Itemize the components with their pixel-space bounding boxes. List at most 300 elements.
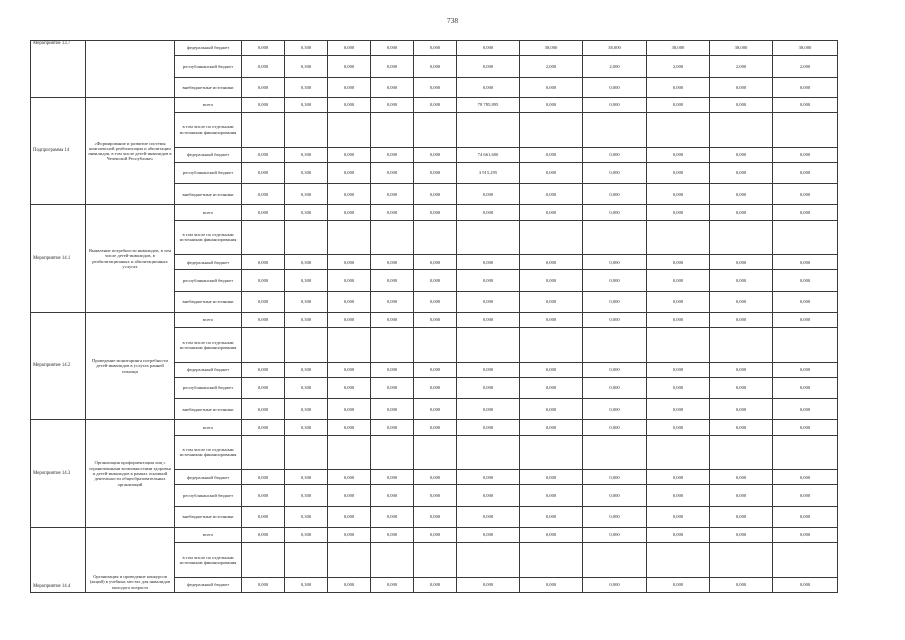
value-cell: 0,000 bbox=[583, 147, 647, 162]
value-cell: 0,300 bbox=[285, 184, 328, 205]
value-cell: 0,000 bbox=[647, 162, 710, 183]
value-cell: 0,000 bbox=[583, 312, 647, 327]
value-cell: 0,000 bbox=[710, 312, 773, 327]
value-cell: 0,000 bbox=[242, 147, 285, 162]
value-cell: 0,000 bbox=[328, 485, 371, 506]
value-cell: 0,000 bbox=[328, 205, 371, 220]
value-cell: 0,000 bbox=[710, 77, 773, 97]
value-cell bbox=[710, 435, 773, 470]
value-cell: 0,000 bbox=[242, 270, 285, 291]
value-cell: 0,000 bbox=[457, 184, 520, 205]
value-cell: 0,000 bbox=[457, 255, 520, 270]
value-cell bbox=[285, 220, 328, 255]
value-cell: 0,000 bbox=[242, 184, 285, 205]
value-cell: 0,000 bbox=[328, 77, 371, 97]
funding-source: в том числе по отдельным источникам финансирования bbox=[175, 543, 242, 578]
value-cell: 0,000 bbox=[457, 41, 520, 56]
value-cell: 0,000 bbox=[328, 362, 371, 377]
funding-source: в том числе по отдельным источникам финансирования bbox=[175, 113, 242, 148]
value-cell: 0,000 bbox=[328, 527, 371, 542]
value-cell: 0,000 bbox=[520, 420, 583, 435]
value-cell bbox=[414, 113, 457, 148]
value-cell: 0,000 bbox=[710, 527, 773, 542]
measure-code: Подпрограмма 14 bbox=[31, 97, 86, 205]
value-cell: 0,300 bbox=[285, 270, 328, 291]
value-cell: 0,000 bbox=[414, 506, 457, 527]
value-cell: 0,000 bbox=[773, 97, 838, 112]
measure-code: Мероприятие 13.7 bbox=[31, 41, 86, 98]
value-cell: 0,000 bbox=[371, 184, 414, 205]
value-cell bbox=[414, 435, 457, 470]
value-cell: 0,000 bbox=[371, 162, 414, 183]
value-cell: 0,000 bbox=[647, 291, 710, 312]
value-cell: 38,000 bbox=[520, 41, 583, 56]
value-cell bbox=[414, 543, 457, 578]
value-cell: 38,000 bbox=[583, 41, 647, 56]
value-cell: 0,000 bbox=[457, 312, 520, 327]
value-cell bbox=[242, 543, 285, 578]
value-cell: 0,000 bbox=[773, 420, 838, 435]
value-cell: 0,000 bbox=[710, 577, 773, 592]
value-cell bbox=[520, 220, 583, 255]
value-cell: 0,000 bbox=[242, 312, 285, 327]
value-cell: 0,000 bbox=[583, 77, 647, 97]
value-cell: 0,000 bbox=[647, 270, 710, 291]
value-cell: 0,000 bbox=[710, 97, 773, 112]
value-cell: 0,000 bbox=[414, 470, 457, 485]
value-cell: 0,000 bbox=[773, 470, 838, 485]
value-cell bbox=[242, 220, 285, 255]
value-cell bbox=[328, 543, 371, 578]
value-cell: 0,000 bbox=[457, 485, 520, 506]
value-cell: 0,000 bbox=[414, 270, 457, 291]
value-cell: 0,000 bbox=[773, 506, 838, 527]
value-cell: 0,000 bbox=[773, 291, 838, 312]
value-cell: 0,000 bbox=[242, 205, 285, 220]
value-cell: 0,300 bbox=[285, 420, 328, 435]
funding-source: республиканский бюджет bbox=[175, 270, 242, 291]
value-cell bbox=[647, 543, 710, 578]
value-cell: 0,000 bbox=[520, 485, 583, 506]
funding-source: республиканский бюджет bbox=[175, 377, 242, 398]
value-cell bbox=[371, 543, 414, 578]
value-cell: 0,000 bbox=[414, 162, 457, 183]
value-cell bbox=[285, 113, 328, 148]
value-cell: 0,300 bbox=[285, 162, 328, 183]
value-cell: 0,000 bbox=[414, 255, 457, 270]
value-cell: 0,000 bbox=[583, 205, 647, 220]
value-cell: 0,000 bbox=[457, 577, 520, 592]
value-cell: 0,000 bbox=[647, 577, 710, 592]
value-cell: 0,000 bbox=[414, 184, 457, 205]
value-cell: 0,000 bbox=[647, 527, 710, 542]
value-cell: 0,000 bbox=[710, 270, 773, 291]
value-cell bbox=[371, 113, 414, 148]
value-cell: 0,000 bbox=[710, 205, 773, 220]
value-cell: 0,000 bbox=[710, 362, 773, 377]
value-cell bbox=[457, 435, 520, 470]
value-cell: 0,000 bbox=[710, 162, 773, 183]
value-cell: 0,000 bbox=[328, 184, 371, 205]
value-cell: 0,000 bbox=[520, 77, 583, 97]
funding-source: в том числе по отдельным источникам финансирования bbox=[175, 435, 242, 470]
value-cell: 78 785,895 bbox=[457, 97, 520, 112]
value-cell: 0,000 bbox=[371, 41, 414, 56]
funding-source: всего bbox=[175, 527, 242, 542]
value-cell: 0,000 bbox=[371, 399, 414, 420]
value-cell bbox=[583, 435, 647, 470]
funding-source: в том числе по отдельным источникам финансирования bbox=[175, 220, 242, 255]
value-cell: 0,000 bbox=[583, 162, 647, 183]
value-cell: 0,000 bbox=[414, 205, 457, 220]
value-cell: 0,000 bbox=[242, 506, 285, 527]
value-cell bbox=[285, 543, 328, 578]
value-cell: 0,000 bbox=[371, 312, 414, 327]
value-cell: 0,000 bbox=[773, 162, 838, 183]
value-cell: 0,000 bbox=[242, 485, 285, 506]
value-cell: 0,000 bbox=[520, 255, 583, 270]
value-cell: 0,000 bbox=[414, 399, 457, 420]
value-cell: 0,000 bbox=[328, 291, 371, 312]
value-cell bbox=[242, 113, 285, 148]
value-cell: 0,000 bbox=[457, 77, 520, 97]
measure-code: Мероприятие 14.1 bbox=[31, 205, 86, 313]
value-cell bbox=[414, 220, 457, 255]
value-cell: 0,000 bbox=[710, 470, 773, 485]
value-cell: 0,000 bbox=[328, 255, 371, 270]
value-cell: 0,000 bbox=[414, 420, 457, 435]
value-cell: 0,000 bbox=[414, 41, 457, 56]
funding-source: всего bbox=[175, 312, 242, 327]
value-cell bbox=[414, 328, 457, 363]
value-cell: 0,000 bbox=[242, 255, 285, 270]
value-cell: 0,000 bbox=[371, 56, 414, 77]
value-cell: 0,000 bbox=[647, 97, 710, 112]
value-cell: 0,000 bbox=[583, 362, 647, 377]
value-cell: 0,000 bbox=[414, 147, 457, 162]
value-cell: 0,000 bbox=[414, 291, 457, 312]
measure-name bbox=[86, 41, 175, 98]
value-cell: 0,000 bbox=[242, 577, 285, 592]
value-cell: 0,000 bbox=[371, 577, 414, 592]
value-cell: 0,000 bbox=[710, 255, 773, 270]
funding-source: внебюджетные источники bbox=[175, 291, 242, 312]
value-cell: 0,000 bbox=[414, 362, 457, 377]
value-cell: 0,300 bbox=[285, 577, 328, 592]
value-cell: 0,000 bbox=[647, 205, 710, 220]
value-cell: 0,000 bbox=[710, 399, 773, 420]
value-cell: 0,000 bbox=[773, 77, 838, 97]
value-cell bbox=[647, 113, 710, 148]
value-cell: 0,000 bbox=[520, 377, 583, 398]
value-cell bbox=[583, 113, 647, 148]
measure-code: Мероприятие 14.2 bbox=[31, 312, 86, 420]
value-cell: 0,300 bbox=[285, 41, 328, 56]
value-cell bbox=[328, 113, 371, 148]
value-cell: 0,000 bbox=[773, 362, 838, 377]
value-cell: 0,000 bbox=[328, 577, 371, 592]
value-cell: 0,000 bbox=[457, 205, 520, 220]
value-cell bbox=[457, 220, 520, 255]
value-cell: 0,000 bbox=[773, 255, 838, 270]
value-cell: 0,000 bbox=[414, 77, 457, 97]
value-cell: 0,000 bbox=[371, 362, 414, 377]
value-cell: 0,000 bbox=[242, 527, 285, 542]
value-cell: 0,000 bbox=[647, 312, 710, 327]
value-cell: 0,300 bbox=[285, 205, 328, 220]
value-cell: 0,000 bbox=[328, 41, 371, 56]
funding-source: федеральный бюджет bbox=[175, 577, 242, 592]
value-cell: 0,000 bbox=[242, 97, 285, 112]
value-cell bbox=[647, 220, 710, 255]
value-cell bbox=[583, 220, 647, 255]
value-cell: 0,000 bbox=[371, 470, 414, 485]
funding-source: в том числе по отдельным источникам финансирования bbox=[175, 328, 242, 363]
table-row bbox=[31, 527, 838, 542]
value-cell: 0,000 bbox=[414, 377, 457, 398]
funding-source: внебюджетные источники bbox=[175, 184, 242, 205]
value-cell: 0,000 bbox=[710, 377, 773, 398]
value-cell bbox=[457, 113, 520, 148]
value-cell: 3 915,295 bbox=[457, 162, 520, 183]
value-cell: 0,000 bbox=[328, 420, 371, 435]
value-cell: 0,000 bbox=[647, 377, 710, 398]
value-cell: 0,000 bbox=[583, 255, 647, 270]
value-cell: 0,000 bbox=[583, 184, 647, 205]
measure-code: Мероприятие 14.3 bbox=[31, 420, 86, 528]
value-cell: 2,000 bbox=[583, 56, 647, 77]
value-cell: 0,000 bbox=[328, 147, 371, 162]
measure-name: Организация и проведение конкурсов (акций) в учебных местах для инвалидов молодого возраста bbox=[86, 527, 175, 592]
funding-source: всего bbox=[175, 205, 242, 220]
value-cell: 0,000 bbox=[371, 420, 414, 435]
table-row bbox=[31, 205, 838, 220]
measure-code: Мероприятие 14.4 bbox=[31, 527, 86, 592]
value-cell: 0,000 bbox=[371, 377, 414, 398]
value-cell: 0,000 bbox=[520, 527, 583, 542]
value-cell: 0,000 bbox=[242, 470, 285, 485]
value-cell bbox=[647, 435, 710, 470]
value-cell: 0,000 bbox=[328, 377, 371, 398]
value-cell: 0,000 bbox=[328, 470, 371, 485]
value-cell: 0,000 bbox=[242, 420, 285, 435]
value-cell: 0,000 bbox=[457, 420, 520, 435]
value-cell: 38,000 bbox=[710, 41, 773, 56]
value-cell: 0,300 bbox=[285, 255, 328, 270]
value-cell: 0,300 bbox=[285, 312, 328, 327]
value-cell bbox=[328, 220, 371, 255]
value-cell: 0,000 bbox=[371, 270, 414, 291]
value-cell: 0,000 bbox=[520, 147, 583, 162]
value-cell: 0,300 bbox=[285, 485, 328, 506]
value-cell: 0,000 bbox=[773, 377, 838, 398]
value-cell: 0,000 bbox=[328, 97, 371, 112]
value-cell: 0,000 bbox=[457, 470, 520, 485]
value-cell: 0,300 bbox=[285, 77, 328, 97]
value-cell bbox=[773, 113, 838, 148]
value-cell: 0,000 bbox=[520, 577, 583, 592]
value-cell: 0,000 bbox=[583, 506, 647, 527]
value-cell bbox=[520, 328, 583, 363]
value-cell bbox=[285, 328, 328, 363]
value-cell: 0,300 bbox=[285, 377, 328, 398]
value-cell: 0,000 bbox=[457, 362, 520, 377]
value-cell: 74 661,600 bbox=[457, 147, 520, 162]
value-cell bbox=[647, 328, 710, 363]
value-cell: 0,000 bbox=[414, 56, 457, 77]
measure-name: Проведение мониторинга потребности детей-инвалидов в услугах ранней помощи bbox=[86, 312, 175, 420]
value-cell: 0,000 bbox=[457, 291, 520, 312]
value-cell: 0,000 bbox=[457, 56, 520, 77]
value-cell: 0,000 bbox=[457, 527, 520, 542]
value-cell: 0,000 bbox=[242, 291, 285, 312]
value-cell: 0,000 bbox=[583, 97, 647, 112]
value-cell: 0,000 bbox=[457, 399, 520, 420]
value-cell: 0,000 bbox=[242, 362, 285, 377]
value-cell: 0,000 bbox=[371, 527, 414, 542]
value-cell: 0,000 bbox=[647, 470, 710, 485]
measure-name: «Формирование и развитие системы комплексной реабилитации и абилитации инвалидов, в том числе детей-инвалидов в Чеченской Республике» bbox=[86, 97, 175, 205]
value-cell: 2,000 bbox=[647, 56, 710, 77]
value-cell: 0,000 bbox=[328, 506, 371, 527]
value-cell: 0,000 bbox=[371, 205, 414, 220]
value-cell: 0,000 bbox=[371, 506, 414, 527]
value-cell bbox=[773, 435, 838, 470]
value-cell: 0,300 bbox=[285, 527, 328, 542]
value-cell: 0,000 bbox=[457, 270, 520, 291]
value-cell: 0,000 bbox=[710, 485, 773, 506]
value-cell: 0,000 bbox=[583, 470, 647, 485]
value-cell: 0,000 bbox=[710, 147, 773, 162]
value-cell bbox=[328, 435, 371, 470]
funding-source: федеральный бюджет bbox=[175, 255, 242, 270]
value-cell: 0,000 bbox=[520, 184, 583, 205]
value-cell bbox=[285, 435, 328, 470]
value-cell: 0,000 bbox=[520, 162, 583, 183]
measure-name: Организация профориентации лиц с ограниченными возможностями здоровья и детей-инвалидов в рамках основной деятельности общеобразовательных организаций bbox=[86, 420, 175, 528]
table-row bbox=[31, 41, 838, 56]
value-cell: 0,000 bbox=[414, 97, 457, 112]
value-cell bbox=[773, 543, 838, 578]
value-cell: 0,000 bbox=[647, 485, 710, 506]
value-cell bbox=[242, 328, 285, 363]
value-cell: 0,000 bbox=[371, 97, 414, 112]
value-cell bbox=[583, 543, 647, 578]
value-cell bbox=[710, 220, 773, 255]
value-cell: 0,000 bbox=[647, 147, 710, 162]
value-cell: 0,000 bbox=[520, 312, 583, 327]
value-cell: 0,000 bbox=[773, 147, 838, 162]
value-cell: 0,000 bbox=[414, 312, 457, 327]
funding-source: республиканский бюджет bbox=[175, 162, 242, 183]
value-cell: 0,000 bbox=[647, 399, 710, 420]
value-cell: 0,000 bbox=[583, 270, 647, 291]
value-cell: 0,000 bbox=[583, 527, 647, 542]
value-cell: 0,000 bbox=[520, 270, 583, 291]
value-cell bbox=[773, 220, 838, 255]
value-cell: 0,000 bbox=[414, 485, 457, 506]
value-cell: 0,300 bbox=[285, 506, 328, 527]
value-cell: 0,300 bbox=[285, 147, 328, 162]
value-cell: 0,000 bbox=[457, 377, 520, 398]
measure-name: Выявление потребности инвалидов, в том числе детей-инвалидов, в реабилитационных и абилитационных услугах bbox=[86, 205, 175, 313]
value-cell bbox=[773, 328, 838, 363]
value-cell: 0,000 bbox=[520, 291, 583, 312]
value-cell: 0,300 bbox=[285, 362, 328, 377]
value-cell: 38,000 bbox=[773, 41, 838, 56]
funding-source: федеральный бюджет bbox=[175, 362, 242, 377]
funding-source: республиканский бюджет bbox=[175, 56, 242, 77]
value-cell: 0,000 bbox=[773, 399, 838, 420]
value-cell: 0,000 bbox=[520, 399, 583, 420]
value-cell: 0,000 bbox=[647, 184, 710, 205]
value-cell: 0,000 bbox=[773, 485, 838, 506]
value-cell: 0,000 bbox=[414, 577, 457, 592]
value-cell: 0,000 bbox=[328, 270, 371, 291]
value-cell: 0,000 bbox=[773, 577, 838, 592]
value-cell bbox=[457, 328, 520, 363]
value-cell bbox=[457, 543, 520, 578]
value-cell bbox=[328, 328, 371, 363]
value-cell: 0,000 bbox=[583, 377, 647, 398]
value-cell: 0,000 bbox=[710, 184, 773, 205]
value-cell: 0,000 bbox=[710, 506, 773, 527]
value-cell bbox=[242, 435, 285, 470]
value-cell: 0,000 bbox=[242, 162, 285, 183]
value-cell bbox=[520, 543, 583, 578]
value-cell: 0,000 bbox=[773, 184, 838, 205]
value-cell: 0,000 bbox=[583, 291, 647, 312]
value-cell: 0,000 bbox=[520, 205, 583, 220]
value-cell: 0,000 bbox=[647, 362, 710, 377]
value-cell: 0,000 bbox=[328, 312, 371, 327]
value-cell: 0,000 bbox=[520, 362, 583, 377]
value-cell: 0,000 bbox=[371, 291, 414, 312]
value-cell: 2,000 bbox=[710, 56, 773, 77]
funding-source: всего bbox=[175, 97, 242, 112]
value-cell: 0,000 bbox=[371, 77, 414, 97]
value-cell: 0,300 bbox=[285, 56, 328, 77]
value-cell: 0,000 bbox=[583, 485, 647, 506]
value-cell: 0,000 bbox=[647, 506, 710, 527]
value-cell: 0,000 bbox=[647, 255, 710, 270]
value-cell: 0,300 bbox=[285, 470, 328, 485]
value-cell: 0,000 bbox=[710, 291, 773, 312]
value-cell: 0,300 bbox=[285, 291, 328, 312]
value-cell: 0,000 bbox=[773, 312, 838, 327]
table-row bbox=[31, 312, 838, 327]
value-cell: 2,000 bbox=[773, 56, 838, 77]
funding-source: внебюджетные источники bbox=[175, 399, 242, 420]
table-row bbox=[31, 97, 838, 112]
value-cell: 2,000 bbox=[520, 56, 583, 77]
value-cell: 0,000 bbox=[242, 77, 285, 97]
value-cell bbox=[371, 435, 414, 470]
value-cell: 0,000 bbox=[242, 399, 285, 420]
funding-source: внебюджетные источники bbox=[175, 506, 242, 527]
value-cell: 0,000 bbox=[328, 399, 371, 420]
value-cell: 0,000 bbox=[520, 97, 583, 112]
value-cell: 0,000 bbox=[328, 56, 371, 77]
funding-source: внебюджетные источники bbox=[175, 77, 242, 97]
value-cell: 0,000 bbox=[520, 470, 583, 485]
value-cell bbox=[710, 328, 773, 363]
funding-source: республиканский бюджет bbox=[175, 485, 242, 506]
value-cell: 0,000 bbox=[242, 41, 285, 56]
value-cell: 0,000 bbox=[457, 506, 520, 527]
value-cell: 0,000 bbox=[242, 377, 285, 398]
value-cell: 0,000 bbox=[773, 270, 838, 291]
